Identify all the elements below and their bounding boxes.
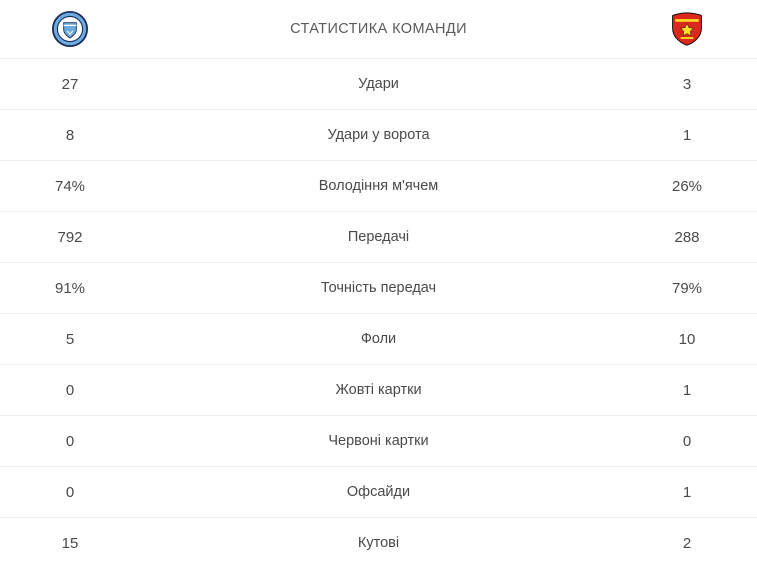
table-row [0,58,757,109]
away-value: 1 [682,483,692,501]
table-row [0,466,757,517]
manchester-city-crest-icon [52,11,88,47]
home-value: 8 [65,126,75,144]
home-team-crest-cell [0,11,140,47]
statistics-header [0,0,757,58]
stat-label: Передачі [347,229,410,245]
home-value: 27 [61,75,79,93]
table-row [0,415,757,466]
stat-label: Точність передач [320,280,437,296]
stat-label: Кутові [357,535,400,551]
home-value: 0 [65,381,75,399]
away-value: 0 [682,432,692,450]
away-value: 26% [671,177,703,195]
home-value: 91% [54,279,86,297]
table-row [0,160,757,211]
home-value: 74% [54,177,86,195]
stat-label: Удари [358,76,399,92]
home-value: 0 [65,432,75,450]
away-value: 3 [682,75,692,93]
away-value: 288 [674,228,700,246]
home-value: 0 [65,483,75,501]
away-value: 10 [678,330,696,348]
manchester-united-crest-icon [669,11,705,47]
home-value: 5 [65,330,75,348]
table-row [0,109,757,160]
home-value: 15 [61,534,79,552]
stat-label: Фоли [360,331,397,347]
away-value: 1 [682,381,692,399]
away-value: 1 [682,126,692,144]
stat-label: Володіння м'ячем [318,178,439,194]
home-value: 792 [57,228,83,246]
page-title: СТАТИСТИКА КОМАНДИ [290,21,467,37]
table-row [0,364,757,415]
table-row [0,313,757,364]
stat-label: Удари у ворота [327,127,430,143]
away-value: 79% [671,279,703,297]
table-row [0,517,757,568]
statistics-rows [0,58,757,568]
away-team-crest-cell [617,11,757,47]
stat-label: Офсайди [346,484,411,500]
stat-label: Жовті картки [335,382,422,398]
stat-label: Червоні картки [328,433,429,449]
table-row [0,211,757,262]
table-row [0,262,757,313]
away-value: 2 [682,534,692,552]
